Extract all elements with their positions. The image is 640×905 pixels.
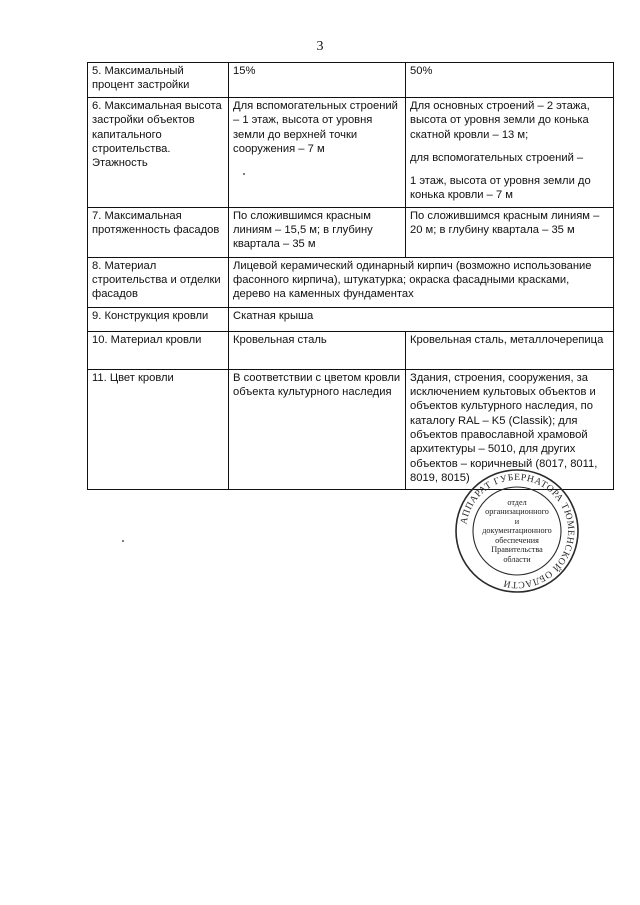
page-number: 3	[316, 39, 324, 54]
table-row	[88, 63, 614, 98]
cell-paragraph: Здания, строения, сооружения, за исключением культовых объектов и объектов культурного наследия, по каталогу RAL – K5 (Classik); для объектов православной храмовой архитектуры – 5010, для других объектов – коричневый (8017, 8011, 8019, 8015)	[410, 371, 598, 484]
seal-center	[453, 467, 581, 595]
main-value-cell	[406, 331, 614, 369]
merged-value-cell: Скатная крыша	[229, 307, 614, 331]
table-row	[88, 331, 614, 369]
table-row	[88, 207, 614, 257]
parameter-cell: 9. Конструкция кровли	[88, 307, 229, 331]
seal-line: документационного	[482, 526, 552, 536]
auxiliary-value-cell	[229, 331, 406, 369]
main-value-cell	[406, 98, 614, 208]
cell-paragraph: Кровельная сталь	[233, 333, 327, 346]
parameter-cell: 5. Максимальный процент застройки	[88, 63, 229, 98]
auxiliary-value-cell	[229, 369, 406, 489]
seal-line: и	[514, 516, 520, 526]
auxiliary-value-cell	[229, 98, 406, 208]
seal-ring-text: АППАРАТ ГУБЕРНАТОРА ТЮМЕНСКОЙ ОБЛАСТИ	[458, 471, 577, 591]
auxiliary-value-cell	[229, 63, 406, 98]
auxiliary-value-cell	[229, 207, 406, 257]
cell-paragraph: 1 этаж, высота от уровня земли до конька кровли – 7 м	[410, 175, 591, 202]
cell-paragraph: 15%	[233, 65, 256, 77]
parameter-cell: 7. Максимальная протяженность фасадов	[88, 207, 229, 257]
official-seal	[453, 467, 581, 595]
seal-line: отдел	[507, 498, 527, 508]
parameter-cell: 8. Материал строительства и отделки фасадов	[88, 257, 229, 307]
table-row	[88, 257, 614, 307]
regulations-table	[87, 62, 614, 490]
parameter-cell: 11. Цвет кровли	[88, 369, 229, 489]
seal-line: обеспечения	[495, 535, 539, 545]
seal-line: области	[503, 554, 531, 564]
parameter-cell: 6. Максимальная высота застройки объектов капитального строительства. Этажность	[88, 98, 229, 208]
scan-speck	[122, 540, 124, 542]
main-value-cell	[406, 207, 614, 257]
cell-paragraph: В соответствии с цветом кровли объекта культурного наследия	[233, 371, 401, 399]
merged-value-cell: Лицевой керамический одинарный кирпич (возможно использование фасонного кирпича), штукатурка; окраска фасадными красками, дерево на каменных фундаментах	[229, 257, 614, 307]
cell-paragraph: Кровельная сталь, металлочерепица	[410, 333, 604, 346]
scan-speck	[243, 173, 245, 175]
cell-paragraph: По сложившимся красным линиям – 20 м; в глубину квартала – 35 м	[410, 209, 600, 237]
parameter-cell: 10. Материал кровли	[88, 331, 229, 369]
cell-paragraph: для вспомогательных строений –	[410, 151, 584, 164]
seal-line: организационного	[485, 507, 549, 517]
seal-line: Правительства	[491, 545, 543, 555]
cell-paragraph: Для вспомогательных строений – 1 этаж, высота от уровня земли до верхней точки сооружения – 7 м	[233, 100, 398, 155]
cell-paragraph: Для основных строений – 2 этажа, высота от уровня земли до конька скатной кровли – 13 м;	[410, 100, 590, 141]
table-row	[88, 307, 614, 331]
cell-paragraph: По сложившимся красным линиям – 15,5 м; в глубину квартала – 35 м	[233, 209, 373, 251]
main-value-cell	[406, 63, 614, 98]
table-row	[88, 98, 614, 208]
cell-paragraph: 50%	[410, 65, 433, 77]
